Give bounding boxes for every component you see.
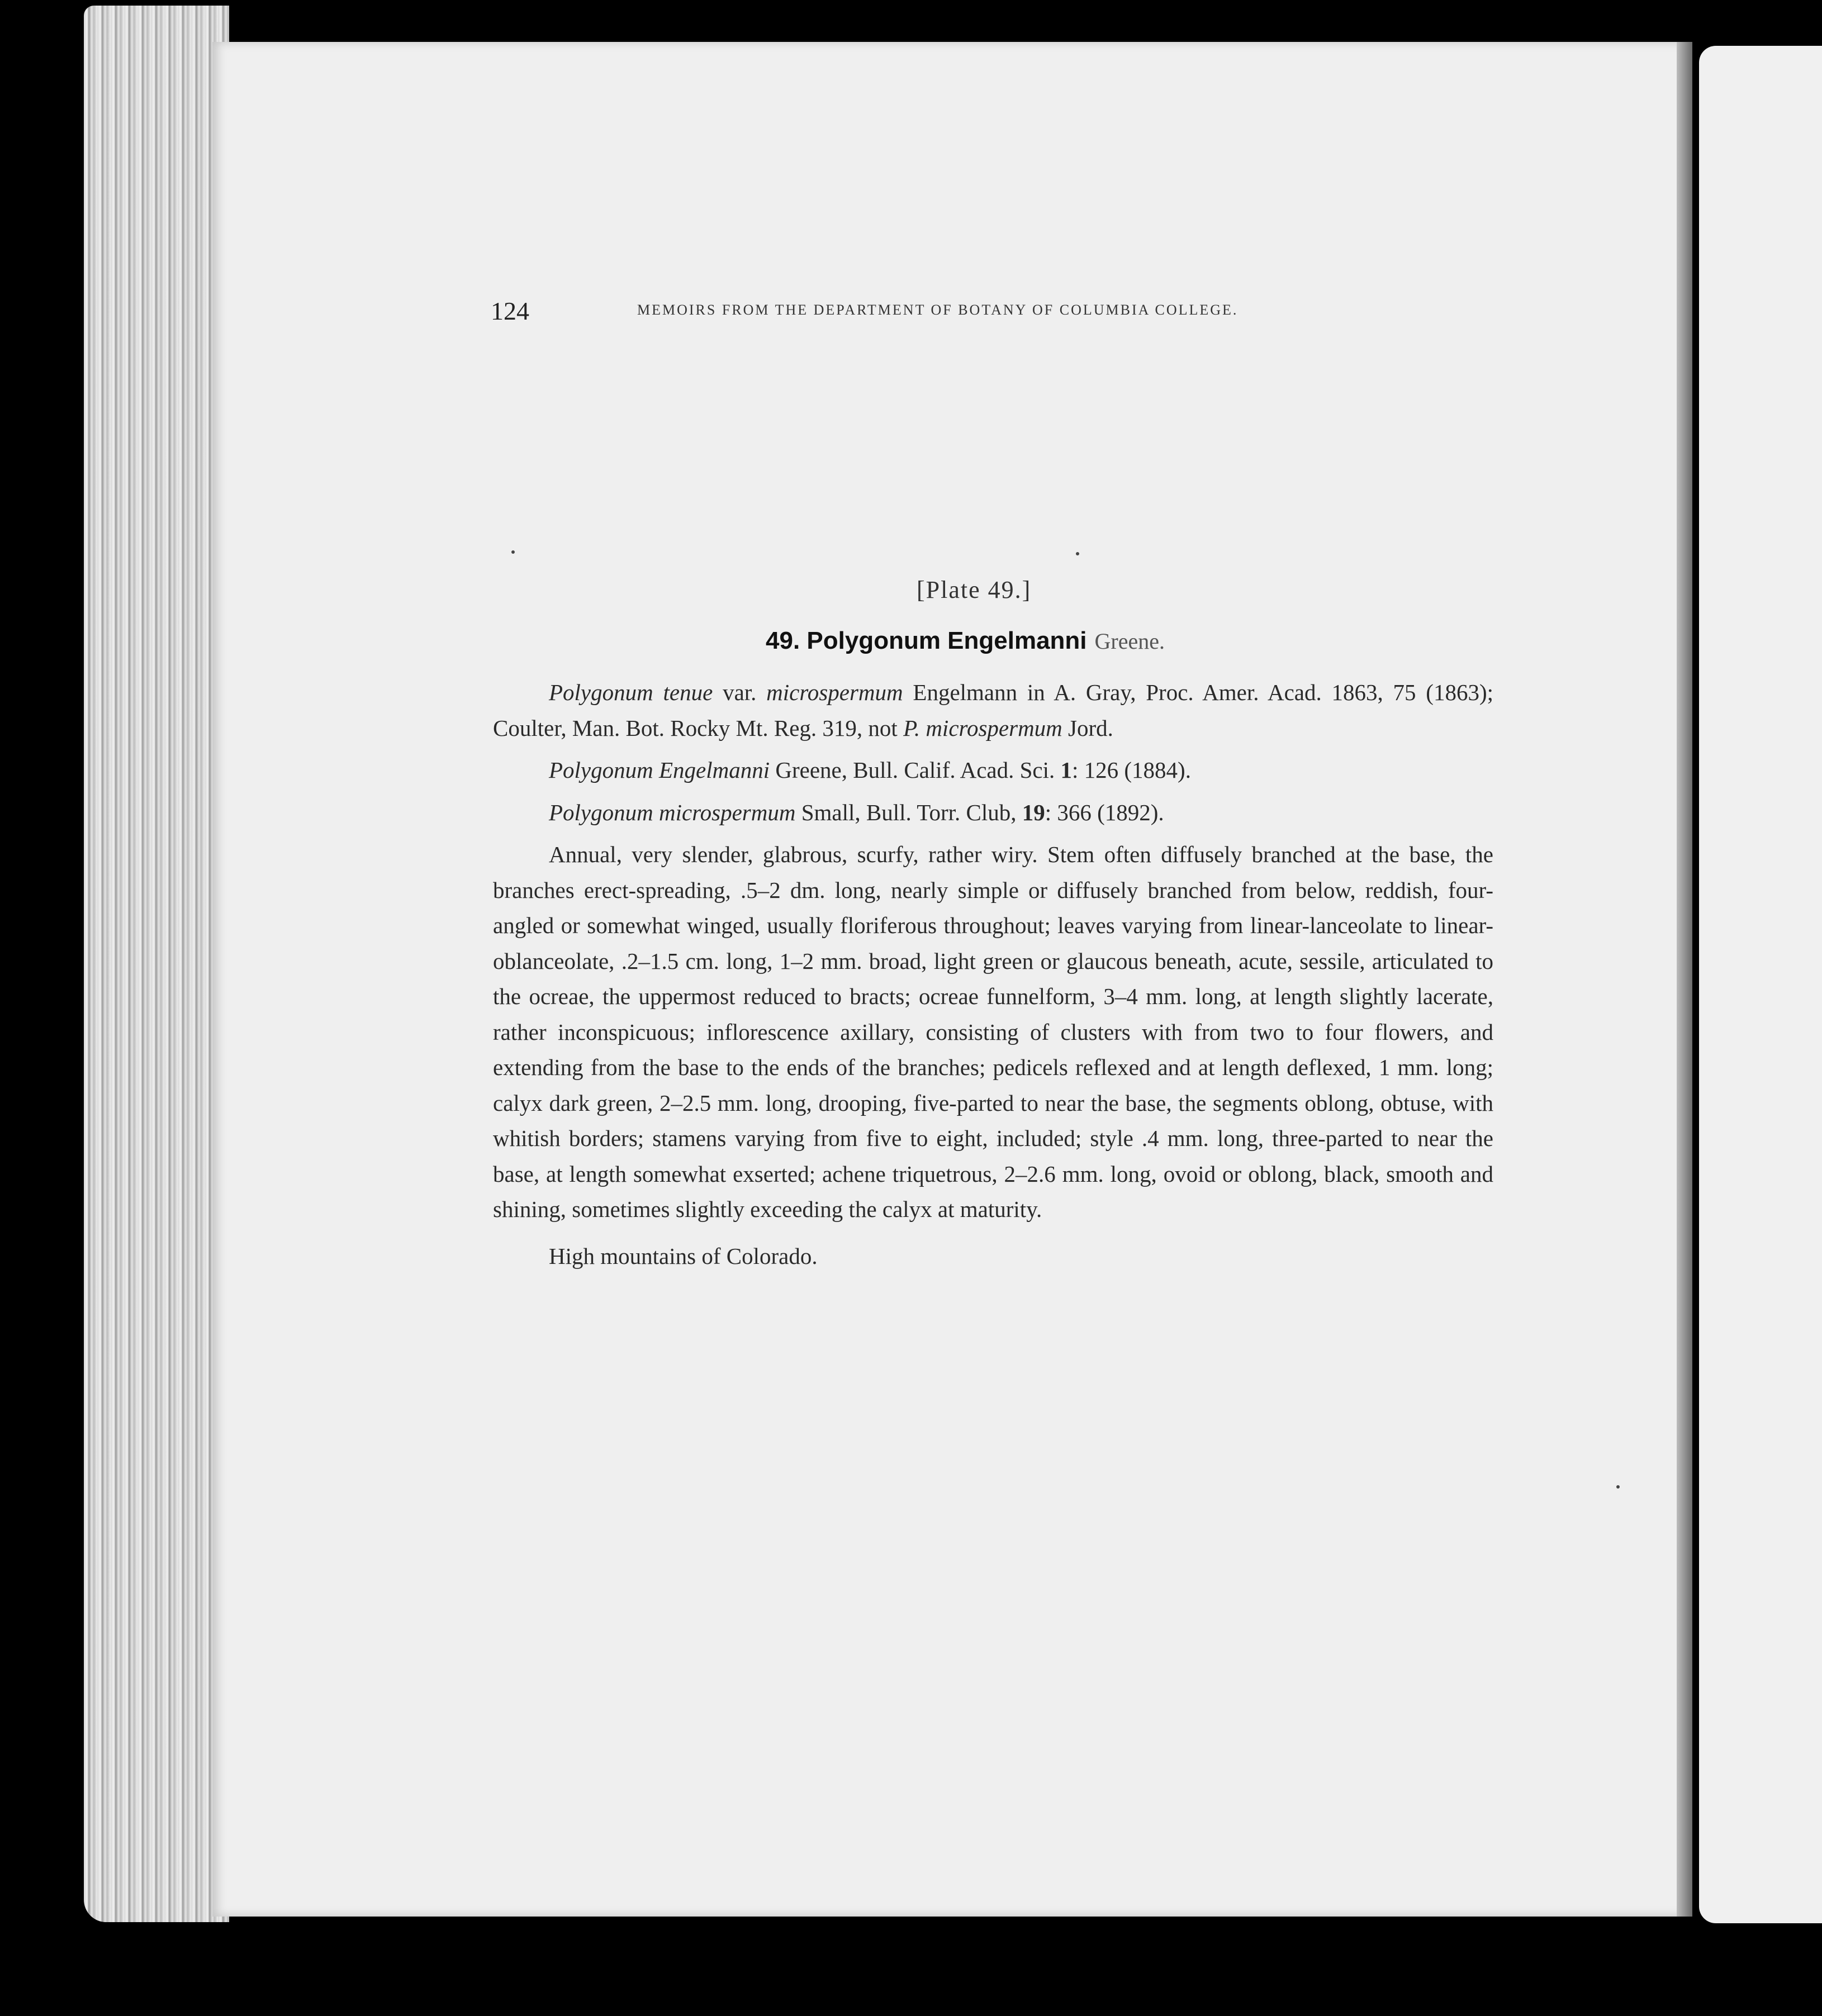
page-header <box>491 296 1340 324</box>
synonym-citation: Greene, Bull. Calif. Acad. Sci. <box>770 757 1061 783</box>
synonym-entry: Polygonum microspermum Small, Bull. Torr. Club, 19: 366 (1892). <box>549 799 1164 825</box>
synonym-name: Polygonum microspermum <box>549 799 796 825</box>
species-habitat: High mountains of Colorado. <box>549 1243 818 1269</box>
print-speck <box>511 550 515 554</box>
book-page-edges <box>84 6 229 1922</box>
print-speck <box>1616 1485 1620 1489</box>
synonym-entry: Polygonum Engelmanni Greene, Bull. Calif. Acad. Sci. 1: 126 (1884). <box>549 757 1191 783</box>
synonym-name: Polygonum Engelmanni <box>549 757 770 783</box>
synonym-citation: Small, Bull. Torr. Club, <box>795 799 1022 825</box>
synonym-name: P. microspermum <box>903 715 1062 741</box>
print-speck <box>1076 552 1079 555</box>
species-description: Annual, very slender, glabrous, scurfy, rather wiry. Stem often diffusely branched at the base, the branches erect-spreading, .5–2 dm. long, nearly simple or diffusely branched from below, reddish, four-angled or somewhat winged, usually floriferous throughout; leaves varying from linear-lanceolate to linear-oblanceolate, .2–1.5 cm. long, 1–2 mm. broad, light green or glaucous beneath, acute, sessile, articulated to the ocreae, the uppermost reduced to bracts; ocreae funnelform, 3–4 mm. long, at length slightly lacerate, rather inconspicuous; inflorescence axillary, consisting of clusters with from two to four flowers, and extending from the base to the ends of the branches; pedicels reflexed and at length deflexed, 1 mm. long; calyx dark green, 2–2.5 mm. long, drooping, five-parted to near the base, the segments oblong, obtuse, with whitish borders; stamens varying from five to eight, included; style .4 mm. long, three-parted to near the base, at length somewhat exserted; achene triquetrous, 2–2.6 mm. long, ovoid or oblong, black, smooth and shining, sometimes slightly exceeding the calyx at maturity. <box>493 841 1493 1222</box>
synonym-name: Polygonum tenue <box>549 679 713 705</box>
synonym-variety: microspermum <box>766 679 903 705</box>
running-head: MEMOIRS FROM THE DEPARTMENT OF BOTANY OF COLUMBIA COLLEGE. <box>637 302 1239 318</box>
species-author: Greene. <box>1094 629 1165 654</box>
synonym-volume: 1 <box>1060 757 1072 783</box>
page-number: 124 <box>491 297 529 325</box>
plate-label: [Plate 49.] <box>917 576 1032 603</box>
synonym-citation: Engelmann in A. Gray, Proc. Amer. Acad. 1863, 75 (1863); Coulter, Man. Bot. Rocky Mt. Reg. 319, not <box>493 679 1493 741</box>
species-name: 49. Polygonum Engelmanni <box>766 627 1087 654</box>
book-gutter <box>1677 42 1692 1917</box>
synonym-entry: Polygonum tenue var. microspermum Engelmann in A. Gray, Proc. Amer. Acad. 1863, 75 (1863); Coulter, Man. Bot. Rocky Mt. Reg. 319, not P. microspermum Jord. <box>493 679 1493 741</box>
article-body <box>493 675 1493 1285</box>
facing-page-edge <box>1699 46 1822 1923</box>
synonym-volume: 19 <box>1022 799 1045 825</box>
species-heading <box>766 627 1165 655</box>
